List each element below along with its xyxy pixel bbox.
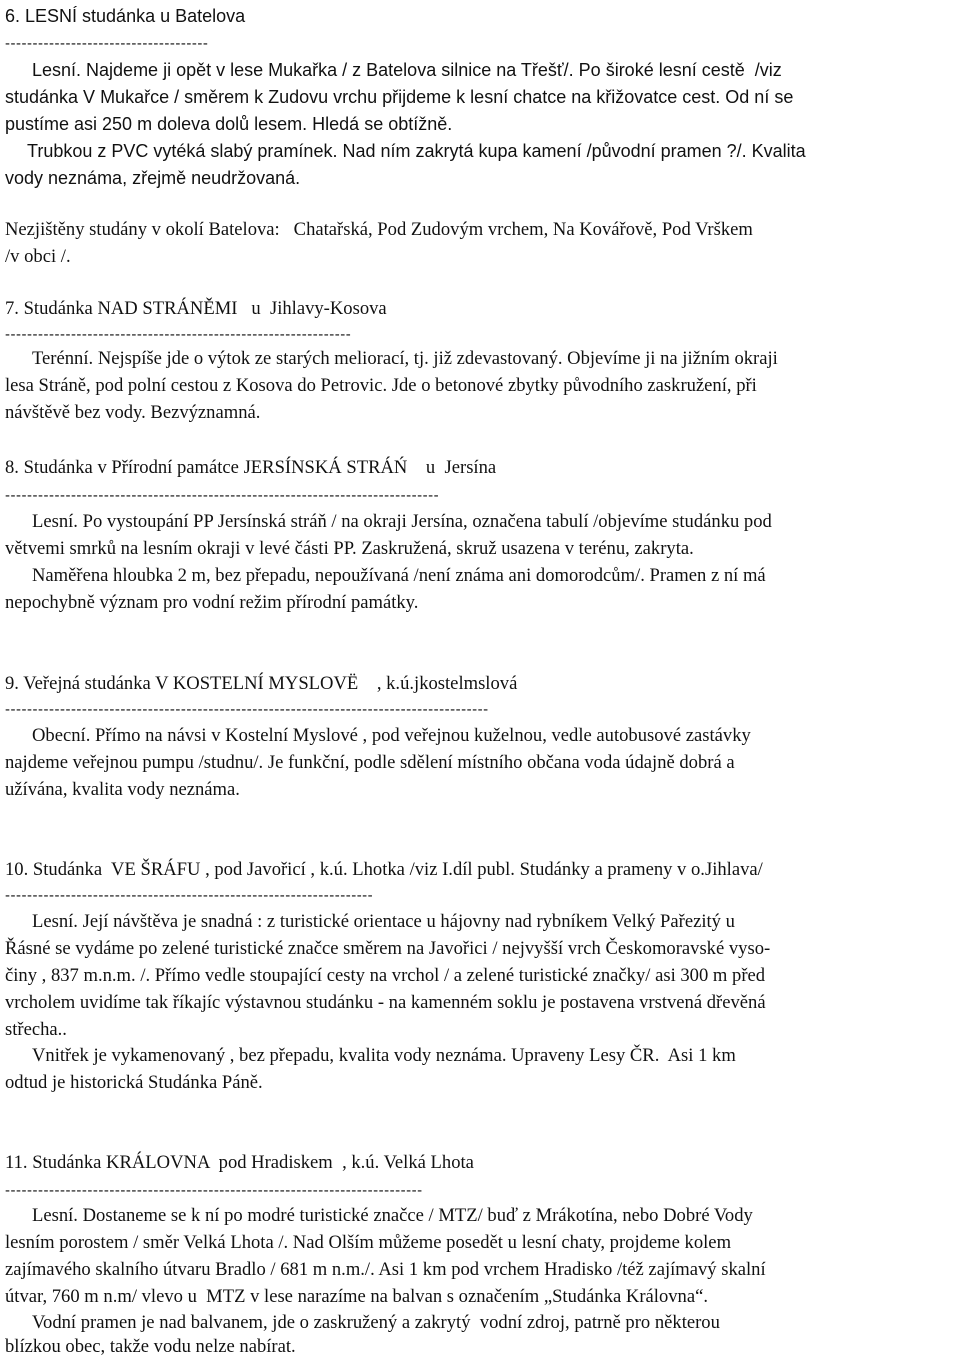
paragraph-line: Naměřena hloubka 2 m, bez přepadu, nepoužívaná /není známa ani domorodcům/. Pramen z ní má bbox=[32, 565, 766, 586]
heading-rule: ------------------------------------- bbox=[5, 35, 209, 52]
paragraph-line: vody neznáma, zřejmě neudržovaná. bbox=[5, 168, 301, 188]
heading-rule: --------------------------------------------------------------- bbox=[5, 326, 352, 343]
section-heading: 9. Veřejná studánka V KOSTELNÍ MYSLOVË , k.ú.jkostelmslová bbox=[5, 673, 518, 694]
paragraph-line: Lesní. Její návštěva je snadná : z turistické orientace u hájovny nad rybníkem Velký Pařezitý u bbox=[32, 911, 735, 932]
paragraph-line: Terénní. Nejspíše jde o výtok ze starých meliorací, tj. již zdevastovaný. Objevíme ji na jižním okraji bbox=[32, 348, 778, 369]
paragraph-line: Trubkou z PVC vytéká slabý pramínek. Nad ním zakrytá kupa kamení /původní pramen ?/. Kvalita bbox=[27, 141, 806, 161]
paragraph-line: lesa Stráně, pod polní cestou z Kosova do Petrovic. Jde o betonové zbytky původního zaskružení, při bbox=[5, 375, 757, 396]
heading-rule: ---------------------------------------------------------------------------- bbox=[5, 1182, 423, 1199]
paragraph-line: návštěvě bez vody. Bezvýznamná. bbox=[5, 402, 261, 423]
section-heading: 6. LESNÍ studánka u Batelova bbox=[5, 6, 246, 26]
paragraph-line: užívána, kvalita vody neznáma. bbox=[5, 779, 240, 800]
paragraph-line: Lesní. Najdeme ji opět v lese Mukařka / z Batelova silnice na Třešť/. Po široké lesní cestě /viz bbox=[32, 60, 782, 80]
paragraph-line: /v obci /. bbox=[5, 246, 71, 267]
paragraph-line: Vodní pramen je nad balvanem, jde o zaskružený a zakrytý vodní zdroj, patrně pro některou bbox=[32, 1312, 720, 1333]
heading-rule: ------------------------------------------------------------------------------- bbox=[5, 487, 440, 504]
paragraph-line: lesním porostem / směr Velká Lhota /. Nad Olším můžeme posedět u lesní chaty, projdeme kolem bbox=[5, 1232, 732, 1253]
paragraph-line: nepochybně význam pro vodní režim přírodní památky. bbox=[5, 592, 419, 613]
section-heading: 11. Studánka KRÁLOVNA pod Hradiskem , k.ú. Velká Lhota bbox=[5, 1152, 474, 1173]
paragraph-line: odtud je historická Studánka Páně. bbox=[5, 1072, 263, 1093]
paragraph-line: Obecní. Přímo na návsi v Kostelní Myslové , pod veřejnou kuželnou, vedle autobusové zastávky bbox=[32, 725, 751, 746]
paragraph-line: pustíme asi 250 m doleva dolů lesem. Hledá se obtížně. bbox=[5, 114, 453, 134]
paragraph-line: Nezjištěny studány v okolí Batelova: Chatařská, Pod Zudovým vrchem, Na Kovářově, Pod Vrškem bbox=[5, 219, 753, 240]
heading-rule: ------------------------------------------------------------------- bbox=[5, 887, 374, 904]
paragraph-line: útvar, 760 m n.m/ vlevo u MTZ v lese narazíme na balvan s označením „Studánka Královna“. bbox=[5, 1286, 709, 1307]
paragraph-line: zajímavého skalního útvaru Bradlo / 681 m n.m./. Asi 1 km pod vrchem Hradisko /též zajímavý skalní bbox=[5, 1259, 766, 1280]
section-heading: 10. Studánka VE ŠRÁFU , pod Javořicí , k.ú. Lhotka /viz I.díl publ. Studánky a prameny v o.Jihlava/ bbox=[5, 859, 763, 880]
paragraph-line: najdeme veřejnou pumpu /studnu/. Je funkční, podle sdělení místního občana voda údajně dobrá a bbox=[5, 752, 735, 773]
paragraph-line: větvemi smrků na lesním okraji v levé části PP. Zaskružená, skruž usazena v terénu, zakryta. bbox=[5, 538, 694, 559]
heading-rule: ---------------------------------------------------------------------------------------- bbox=[5, 701, 489, 718]
paragraph-line: Lesní. Dostaneme se k ní po modré turistické značce / MTZ/ buď z Mrákotína, nebo Dobré Vody bbox=[32, 1205, 753, 1226]
section-heading: 8. Studánka v Přírodní památce JERSÍNSKÁ STRÁŃ u Jersína bbox=[5, 457, 497, 478]
paragraph-line: střecha.. bbox=[5, 1019, 67, 1040]
paragraph-line: blízkou obec, takže vodu nelze nabírat. bbox=[5, 1336, 296, 1357]
paragraph-line: Řásné se vydáme po zelené turistické značce směrem na Javořici / nejvyšší vrch Českomoravské vyso- bbox=[5, 938, 771, 959]
section-heading: 7. Studánka NAD STRÁNĚMI u Jihlavy-Kosova bbox=[5, 298, 387, 319]
paragraph-line: Lesní. Po vystoupání PP Jersínská stráň / na okraji Jersína, označena tabulí /objevíme studánku pod bbox=[32, 511, 772, 532]
paragraph-line: vrcholem uvidíme tak říkajíc výstavnou studánku - na kamenném soklu je postavena vrstvená dřevěná bbox=[5, 992, 766, 1013]
paragraph-line: Vnitřek je vykamenovaný , bez přepadu, kvalita vody neznáma. Upraveny Lesy ČR. Asi 1 km bbox=[32, 1045, 736, 1066]
paragraph-line: činy , 837 m.n.m. /. Přímo vedle stoupající cesty na vrchol / a zelené turistické značky/ asi 300 m před bbox=[5, 965, 766, 986]
paragraph-line: studánka V Mukařce / směrem k Zudovu vrchu přijdeme k lesní chatce na křižovatce cest. Od ní se bbox=[5, 87, 794, 107]
